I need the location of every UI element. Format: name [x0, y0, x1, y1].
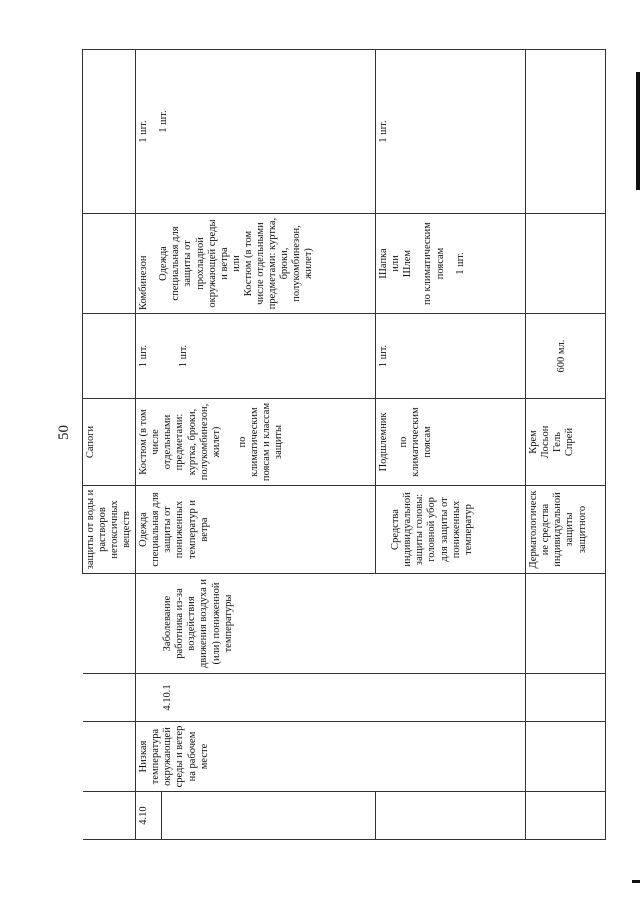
table-row-derma [526, 50, 606, 840]
clothing-event-cell: Заболевание работника из-за воздействия движения воздуха и (или) пониженной температуры [136, 574, 526, 674]
section-number-cell: 4.10 [136, 792, 162, 840]
clothing-suit-note: по климатическим поясам и классам защиты [236, 402, 284, 482]
table-row-section [136, 50, 162, 840]
clothing-extra-cell [136, 214, 376, 314]
derma-cream: Крем [528, 430, 540, 454]
headwear-balaclava: Подшлемник [378, 412, 390, 472]
section-hazard-cell: Низкая температура окружающей среды и ветер на рабочем месте [136, 722, 526, 792]
clothing-extra-norm-2: 1 шт. [158, 110, 170, 133]
ppe-norms-table [82, 49, 606, 840]
scan-edge-mark [632, 880, 640, 883]
headwear-extra-or: или [390, 255, 402, 272]
clothing-norm-2: 1 шт. [178, 344, 190, 368]
clothing-norm-1: 1 шт. [138, 344, 150, 368]
clothing-extra-coverall: Комбинезон [138, 255, 150, 310]
clothing-item-cell: Одежда специальная для защиты от пониженных температур и ветра [136, 486, 376, 574]
carry-over-equipment-cell: Сапоги [83, 399, 136, 486]
derma-spray: Спрей [564, 427, 576, 457]
headwear-extra-note: по климатическим поясам [422, 222, 446, 305]
clothing-extra-item: Одежда специальная для защиты от прохладной окружающей среды и ветра [158, 219, 230, 308]
headwear-extra-cell [376, 214, 526, 314]
clothing-suit: Костюм (в том числе отдельными предметами: куртка, брюки, полукомбинезон, жилет) [138, 403, 222, 481]
clothing-extra-norm-cell [136, 50, 376, 214]
clothing-extra-or: или [230, 255, 242, 272]
derma-lotion: Лосьон [540, 425, 552, 459]
headwear-equipment-cell [376, 399, 526, 486]
carry-over-item-cell: защиты от воды и растворов нетоксичных веществ [83, 486, 136, 574]
headwear-extra-norm-cell: 1 шт. [376, 50, 526, 214]
headwear-balaclava-note: по климатическим поясам [398, 407, 434, 477]
clothing-code-cell: 4.10.1 [136, 674, 526, 722]
clothing-norm-cell [136, 314, 376, 399]
clothing-extra-norm-1: 1 шт. [138, 120, 150, 143]
clothing-equipment-cell [136, 399, 376, 486]
derma-item-cell: Дерматологические средства индивидуальной защиты защитного [526, 486, 606, 574]
headwear-extra-helmet: Шлем [402, 249, 414, 278]
table-row-carry-over [83, 50, 136, 840]
headwear-norm-cell: 1 шт. [376, 314, 526, 399]
scan-edge-mark [636, 72, 640, 190]
derma-norm-cell: 600 мл. [526, 314, 606, 399]
rotated-table-frame [82, 50, 602, 840]
headwear-extra-hat: Шапка [378, 248, 390, 279]
headwear-extra-norm: 1 шт. [454, 252, 466, 275]
derma-gel: Гель [552, 432, 564, 452]
page-number: 50 [56, 425, 72, 440]
headwear-item-cell: Средства индивидуальной защиты головы: головной убор для защиты от пониженных температур [376, 486, 526, 574]
derma-equipment-cell [526, 399, 606, 486]
clothing-extra-suit: Костюм (в том числе отдельными предметами: куртка, брюки, полукомбинезон, жилет) [242, 217, 315, 310]
